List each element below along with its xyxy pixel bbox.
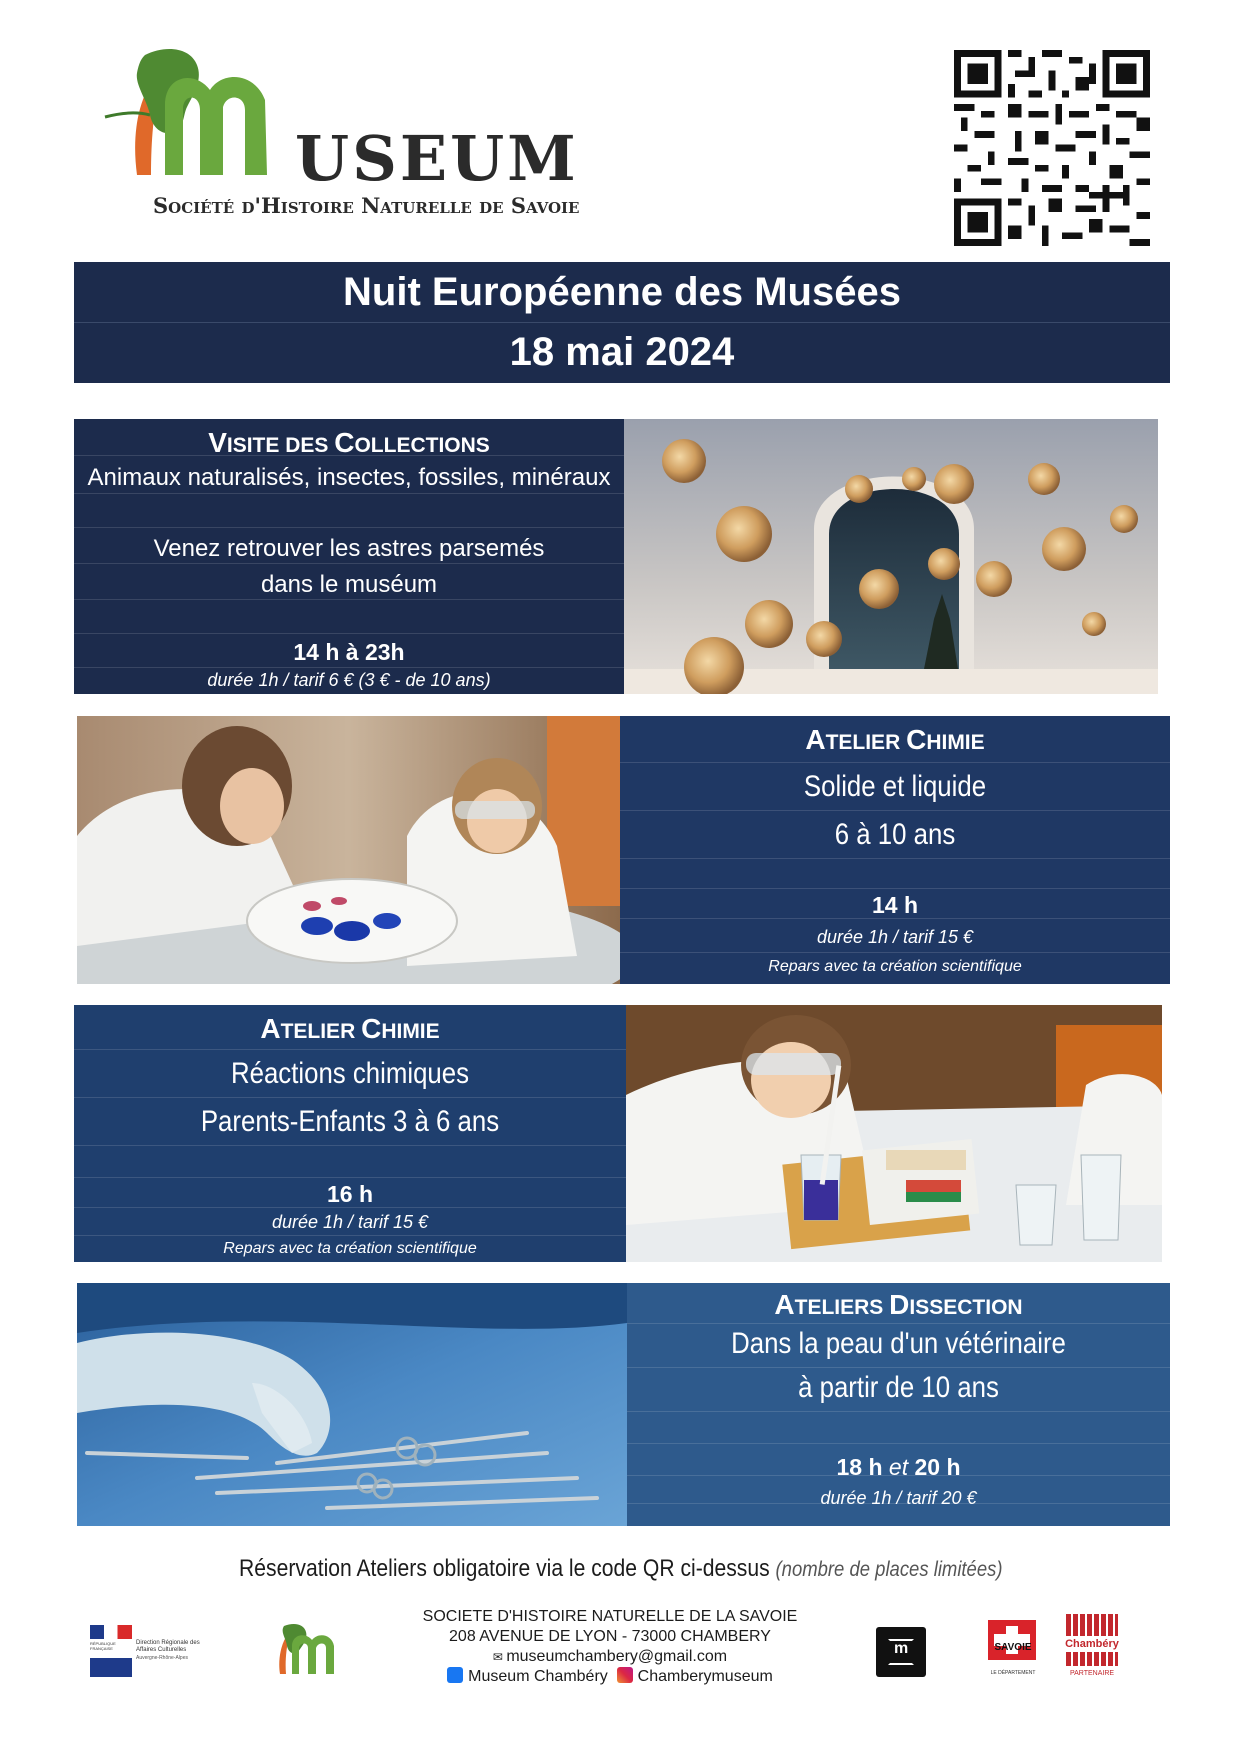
- panel-time: 18 h et 20 h: [836, 1454, 961, 1480]
- panel-note: Repars avec ta création scientifique: [768, 958, 1022, 975]
- logo-word: USEUM: [295, 122, 579, 195]
- partner-m-logo: m: [876, 1627, 926, 1677]
- footer-contact: [390, 1607, 830, 1687]
- qr-code[interactable]: [954, 50, 1150, 246]
- panel-ateliers-dissection: [627, 1283, 1170, 1526]
- logo-m-mark: [95, 45, 295, 190]
- instagram-icon[interactable]: [617, 1667, 633, 1683]
- image-kids-chemistry: [77, 716, 620, 984]
- panel-age: Parents-Enfants 3 à 6 ans: [200, 1105, 500, 1138]
- museum-logo: [95, 45, 655, 220]
- panel-visite-collections: [74, 419, 624, 694]
- footer-org: SOCIETE D'HISTOIRE NATURELLE DE LA SAVOIE: [422, 1608, 798, 1625]
- image-child-pipette: [626, 1005, 1162, 1262]
- museum-small-logo: [268, 1622, 344, 1678]
- reservation-notice: [0, 1555, 1242, 1583]
- footer-address: 208 AVENUE DE LYON - 73000 CHAMBERY: [449, 1628, 771, 1645]
- chambery-partenaire-logo: Chambéry PARTENAIRE: [1062, 1614, 1122, 1680]
- footer-facebook[interactable]: Museum Chambéry: [468, 1668, 608, 1685]
- panel-details: durée 1h / tarif 6 € (3 € - de 10 ans): [207, 670, 491, 690]
- logo-subtitle: Société d'Histoire Naturelle de Savoie: [153, 193, 580, 218]
- footer-email[interactable]: museumchambery@gmail.com: [506, 1648, 728, 1665]
- panel-atelier-chimie-2: [74, 1005, 626, 1262]
- panel-time: 14 h à 23h: [293, 639, 405, 665]
- panel-time: 14 h: [871, 892, 919, 918]
- savoie-departement-logo: SAVOIE LE DÉPARTEMENT: [980, 1620, 1046, 1678]
- panel-subtitle: Animaux naturalisés, insectes, fossiles, minéraux: [87, 464, 611, 491]
- panel-heading: ATELIER CHIMIE: [260, 1013, 440, 1044]
- footer-social-line: [390, 1667, 830, 1687]
- panel-details: durée 1h / tarif 15 €: [816, 927, 974, 947]
- panel-text-1: Venez retrouver les astres parsemés: [153, 535, 545, 562]
- drac-logo: RÉPUBLIQUE FRANÇAISE Direction Régionale des Affaires Culturelles Auvergne-Rhône-Alpes: [90, 1625, 205, 1677]
- panel-details: durée 1h / tarif 20 €: [820, 1488, 977, 1508]
- panel-heading: VISITE DES COLLECTIONS: [208, 427, 490, 458]
- drac-region: Auvergne-Rhône-Alpes: [136, 1655, 188, 1661]
- panel-details: durée 1h / tarif 15 €: [271, 1212, 429, 1232]
- image-surgical-instruments: [77, 1283, 627, 1526]
- reservation-note: (nombre de places limitées): [775, 1558, 1003, 1581]
- panel-subtitle: Dans la peau d'un vétérinaire: [731, 1327, 1066, 1360]
- facebook-icon[interactable]: [447, 1667, 463, 1683]
- panel-atelier-chimie-1: [620, 716, 1170, 984]
- footer-email-line[interactable]: [390, 1647, 830, 1667]
- drac-text: Direction Régionale des Affaires Culturelles: [136, 1640, 200, 1653]
- event-title: Nuit Européenne des Musées: [343, 270, 901, 314]
- panel-subtitle: Solide et liquide: [803, 770, 987, 803]
- reservation-text: Réservation Ateliers obligatoire via le code QR ci-dessus (nombre de places limitées): [239, 1555, 1003, 1582]
- panel-age: à partir de 10 ans: [798, 1371, 999, 1404]
- panel-heading: ATELIER CHIMIE: [805, 724, 985, 755]
- panel-note: Repars avec ta création scientifique: [223, 1240, 477, 1257]
- panel-time: 16 h: [326, 1181, 374, 1207]
- banner-divider: [74, 322, 1170, 323]
- panel-age: 6 à 10 ans: [834, 818, 956, 851]
- event-date: 18 mai 2024: [509, 330, 735, 374]
- image-moons-arch: [624, 419, 1158, 694]
- panel-heading: ATELIERS DISSECTION: [774, 1289, 1023, 1320]
- mail-icon: ✉: [492, 1650, 507, 1664]
- footer-instagram[interactable]: Chamberymuseum: [637, 1668, 773, 1685]
- panel-text-2: dans le muséum: [260, 571, 438, 598]
- panel-subtitle: Réactions chimiques: [230, 1057, 470, 1090]
